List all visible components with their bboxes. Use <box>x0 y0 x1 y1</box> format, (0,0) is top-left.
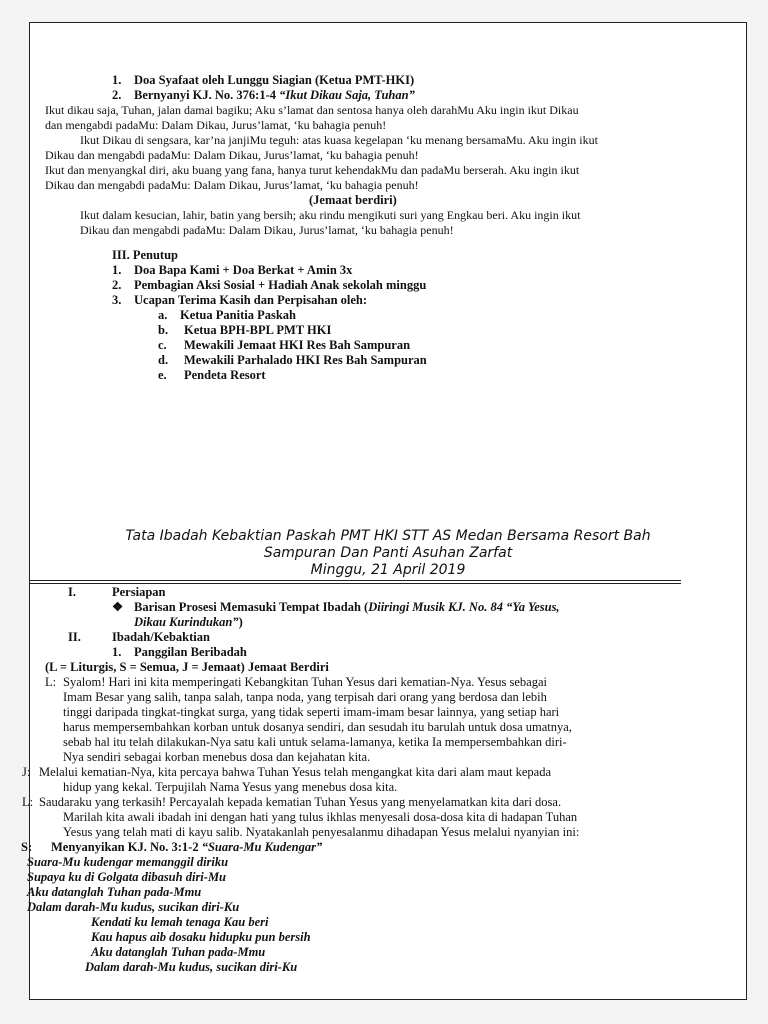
sub-list-item: Pendeta Resort <box>184 368 266 382</box>
hymn-heading <box>134 88 415 103</box>
speaker-label: L: <box>45 675 57 689</box>
liturgy-line: Syalom! Hari ini kita memperingati Kebangkitan Tuhan Yesus dari kematian-Nya. Yesus sebagai <box>63 675 547 689</box>
verse-line: Dikau dan mengabdi padaMu: Dalam Dikau, Jurus’lamat, ‘ku bahagia penuh! <box>80 223 454 237</box>
sub-list-item: Mewakili Parhalado HKI Res Bah Sampuran <box>184 353 427 367</box>
song-line: Aku datanglah Tuhan pada-Mmu <box>91 945 266 959</box>
sub-list-item: Mewakili Jemaat HKI Res Bah Sampuran <box>184 338 411 352</box>
list-number: 2. <box>112 278 122 292</box>
song-line: Aku datanglah Tuhan pada-Mmu <box>27 885 202 899</box>
song-line: Suara-Mu kudengar memanggil diriku <box>27 855 229 869</box>
liturgy-line: Melalui kematian-Nya, kita percaya bahwa Tuhan Yesus telah mengangkat kita dari alam maut kepada <box>39 765 551 779</box>
divider <box>29 580 681 581</box>
list-number: 1. <box>112 263 122 277</box>
verse-line: Ikut dikau saja, Tuhan, jalan damai bagiku; Aku s’lamat dan sentosa hanya oleh darahMu Aku ingin ikut Dikau <box>45 103 579 117</box>
hymn-heading <box>51 840 322 855</box>
speaker-label: S: <box>21 840 33 854</box>
service-title-line2: Sampuran Dan Panti Asuhan Zarfat <box>263 545 513 561</box>
section-number: II. <box>68 630 81 644</box>
liturgy-line: harus mempersembahkan korban untuk dosanya sendiri, dan sesudah itu barulah untuk dosa umatnya, <box>63 720 572 734</box>
verse-line: Dikau dan mengabdi padaMu: Dalam Dikau, Jurus’lamat, ‘ku bahagia penuh! <box>45 178 419 192</box>
list-number: 1. <box>112 73 122 87</box>
section-heading: III. Penutup <box>112 248 178 262</box>
list-number: 3. <box>112 293 122 307</box>
sub-list-letter: b. <box>158 323 169 337</box>
procession-line2: Dikau Kurindukan”) <box>134 615 243 629</box>
sub-list-letter: d. <box>158 353 169 367</box>
song-line: Dalam darah-Mu kudus, sucikan diri-Ku <box>27 900 240 914</box>
divider <box>29 583 681 584</box>
sub-list-letter: e. <box>158 368 167 382</box>
list-item: Ucapan Terima Kasih dan Perpisahan oleh: <box>134 293 368 307</box>
liturgy-line: Imam Besar yang salih, tanpa salah, tanpa noda, yang terpisah dari orang yang berdosa dan lebih <box>63 690 547 704</box>
rubric: (Jemaat berdiri) <box>309 193 397 207</box>
song-line: Kendati ku lemah tenaga Kau beri <box>91 915 269 929</box>
liturgy-line: Yesus yang telah mati di kayu salib. Nyatakanlah penyesalanmu dihadapan Yesus melalui nyanyian ini: <box>63 825 580 839</box>
subsection-heading: Panggilan Beribadah <box>134 645 247 659</box>
hymn-number: Bernyanyi KJ. No. 376:1-4 <box>134 88 277 102</box>
hymn-title: “Ikut Dikau Saja, Tuhan” <box>279 88 415 102</box>
liturgy-line: hidup yang kekal. Terpujilah Nama Yesus yang menebus dosa kita. <box>63 780 398 794</box>
song-line: Dalam darah-Mu kudus, sucikan diri-Ku <box>85 960 298 974</box>
service-date: Minggu, 21 April 2019 <box>310 562 466 578</box>
sub-list-item: Ketua BPH-BPL PMT HKI <box>184 323 332 337</box>
verse-line: Ikut dan menyangkal diri, aku buang yang fana, hanya turut kehendakMu dan padaMu berserah. Aku ingin ikut <box>45 163 580 177</box>
liturgy-line: sebab hal itu telah dilakukan-Nya satu kali untuk selama-lamanya, ketika Ia mempersembahkan diri- <box>63 735 567 749</box>
verse-line: dan mengabdi padaMu: Dalam Dikau, Jurus’lamat, ‘ku bahagia penuh! <box>45 118 387 132</box>
liturgy-line: Nya sendiri sebagai korban menebus dosa dan kejahatan kita. <box>63 750 371 764</box>
sub-list-item: Ketua Panitia Paskah <box>180 308 296 322</box>
song-line: Kau hapus aib dosaku hidupku pun bersih <box>91 930 311 944</box>
section-heading: Persiapan <box>112 585 166 599</box>
list-item: Pembagian Aksi Sosial + Hadiah Anak sekolah minggu <box>134 278 427 292</box>
document-page <box>21 22 747 1000</box>
list-item: Doa Bapa Kami + Doa Berkat + Amin 3x <box>134 263 353 277</box>
hymn-number: Menyanyikan KJ. No. 3:1-2 <box>51 840 199 854</box>
verse-line: Ikut dalam kesucian, lahir, batin yang bersih; aku rindu mengikuti suri yang Engkau beri. Aku ingin ikut <box>80 208 581 222</box>
song-line: Supaya ku di Golgata dibasuh diri-Mu <box>27 870 227 884</box>
liturgy-line: Marilah kita awali ibadah ini dengan hati yang tulus ikhlas menyesali dosa-dosa kita di hadapan Tuhan <box>63 810 578 824</box>
liturgy-line: tinggi daripada tingkat-tingkat surga, yang tidak seperti imam-imam besar lainnya, yang setiap hari <box>63 705 560 719</box>
section-number: I. <box>68 585 76 599</box>
sub-list-letter: c. <box>158 338 167 352</box>
verse-line: Dikau dan mengabdi padaMu: Dalam Dikau, Jurus’lamat, ‘ku bahagia penuh! <box>45 148 419 162</box>
liturgy-line: Saudaraku yang terkasih! Percayalah kepada kematian Tuhan Yesus yang menyelamatkan kita dari dosa. <box>39 795 562 809</box>
role-legend: (L = Liturgis, S = Semua, J = Jemaat) Jemaat Berdiri <box>45 660 329 674</box>
list-number: 1. <box>112 645 122 659</box>
sub-list-letter: a. <box>158 308 168 322</box>
prayer-heading: Doa Syafaat oleh Lunggu Siagian (Ketua PMT-HKI) <box>134 73 415 87</box>
speaker-label: L: <box>22 795 34 809</box>
procession-line: Barisan Prosesi Memasuki Tempat Ibadah (Diiringi Musik KJ. No. 84 “Ya Yesus, <box>134 600 560 614</box>
section-heading: Ibadah/Kebaktian <box>112 630 210 644</box>
diamond-bullet-icon: ❖ <box>112 600 124 614</box>
speaker-label: J: <box>22 765 31 779</box>
list-number: 2. <box>112 88 122 102</box>
verse-line: Ikut Dikau di sengsara, kar’na janjiMu teguh: atas kuasa kegelapan ‘ku menang bersamaMu. Aku ingin ikut <box>80 133 598 147</box>
hymn-title: “Suara-Mu Kudengar” <box>201 840 323 854</box>
service-title: Tata Ibadah Kebaktian Paskah PMT HKI STT AS Medan Bersama Resort Bah <box>125 528 651 544</box>
